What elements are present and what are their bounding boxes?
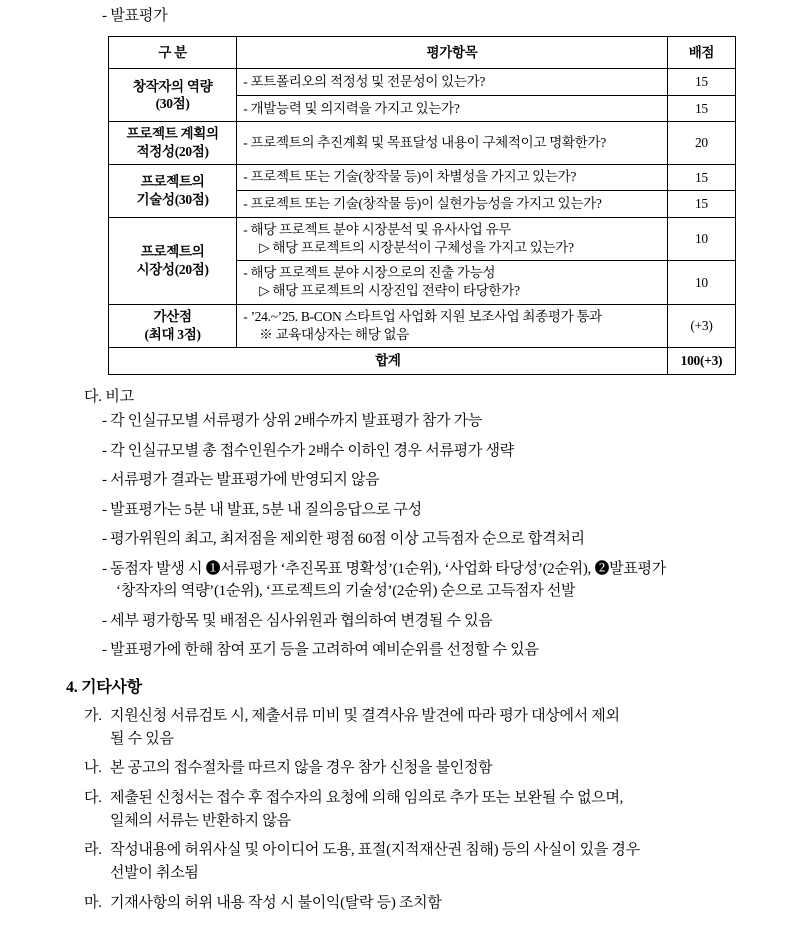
item-sub: ※ 교육대상자는 해당 없음	[259, 326, 410, 342]
item-marker: 나.	[84, 760, 102, 777]
list-item: - 서류평가 결과는 발표평가에 반영되지 않음	[102, 472, 380, 489]
note-section-label: 다. 비고	[84, 388, 134, 405]
cell-score: 10	[667, 217, 735, 260]
list-item	[84, 705, 770, 752]
note-list	[30, 410, 770, 662]
item-line2: 일체의 서류는 반환하지 않음	[110, 812, 291, 829]
cell-score: 15	[667, 69, 735, 96]
item-body	[110, 787, 770, 834]
category-line2: (최대 3점)	[144, 326, 201, 342]
evaluation-table	[108, 36, 736, 375]
category-line2: 시장성(20점)	[136, 261, 209, 277]
etc-list	[30, 705, 770, 915]
item-body	[110, 839, 770, 886]
item-line1: 본 공고의 접수절차를 따르지 않을 경우 참가 신청을 불인정함	[110, 760, 493, 777]
table-row	[109, 122, 736, 164]
item-body	[110, 705, 770, 752]
list-item: - 발표평가는 5분 내 발표, 5분 내 질의응답으로 구성	[102, 501, 422, 518]
item-marker: 마.	[84, 894, 102, 911]
item-marker: 다.	[84, 789, 102, 806]
list-item: - 각 인실규모별 서류평가 상위 2배수까지 발표평가 참가 가능	[102, 413, 483, 430]
table-row	[109, 217, 736, 260]
list-item	[84, 757, 770, 780]
cell-score: 20	[667, 122, 735, 164]
tiebreak-line2: ‘창작자의 역량’(1순위), ‘프로젝트의 기술성’(2순위) 순으로 고득점자 선발	[116, 583, 576, 600]
table-row	[109, 304, 736, 347]
table-total-row	[109, 347, 736, 374]
item-sub: ▷ 해당 프로젝트의 시장분석이 구체성을 가지고 있는가?	[259, 239, 574, 255]
table-header-row	[109, 36, 736, 69]
cell-category	[109, 217, 237, 304]
item-body	[110, 757, 770, 780]
item-line2: 선발이 취소됨	[110, 865, 199, 882]
category-line1: 프로젝트 계획의	[126, 126, 219, 142]
list-item	[84, 892, 770, 915]
list-item: - 세부 평가항목 및 배점은 심사위원과 협의하여 변경될 수 있음	[102, 612, 493, 629]
item-line1: 작성내용에 허위사실 및 아이디어 도용, 표절(지적재산권 침해) 등의 사실이 있을 경우	[110, 842, 640, 859]
list-item: - 각 인실규모별 총 접수인원수가 2배수 이하인 경우 서류평가 생략	[102, 442, 514, 459]
cell-score: 15	[667, 191, 735, 218]
cell-item	[237, 217, 668, 260]
category-line2: 기술성(30점)	[136, 191, 209, 207]
cell-score: 15	[667, 164, 735, 191]
item-marker: 가.	[84, 707, 102, 724]
header-item: 평가항목	[237, 36, 668, 69]
list-item	[84, 839, 770, 886]
item-marker: 라.	[84, 842, 102, 859]
item-line2: 될 수 있음	[110, 731, 174, 748]
total-score: 100(+3)	[667, 347, 735, 374]
item-line1: 지원신청 서류검토 시, 제출서류 미비 및 결격사유 발견에 따라 평가 대상에서 제외	[110, 707, 620, 724]
item-line1: 제출된 신청서는 접수 후 접수자의 요청에 의해 임의로 추가 또는 보완될 수 없으며,	[110, 789, 624, 806]
total-label: 합계	[109, 347, 668, 374]
cell-category	[109, 122, 237, 164]
list-item-tiebreak	[102, 558, 770, 603]
item-line1: 기재사항의 허위 내용 작성 시 불이익(탈락 등) 조치함	[110, 894, 442, 911]
item-main: - 해당 프로젝트 분야 시장분석 및 유사사업 유무	[243, 221, 512, 237]
category-line1: 프로젝트의	[140, 244, 205, 260]
list-item: - 발표평가에 한해 참여 포기 등을 고려하여 예비순위를 선정할 수 있음	[102, 642, 539, 659]
cell-item: - 프로젝트 또는 기술(창작물 등)이 실현가능성을 가지고 있는가?	[237, 191, 668, 218]
tiebreak-line1: - 동점자 발생 시 ❶서류평가 ‘추진목표 명확성’(1순위), ‘사업화 타당성’(2순위), ❷발표평가	[102, 560, 666, 577]
item-sub: ▷ 해당 프로젝트의 시장진입 전략이 타당한가?	[259, 283, 520, 299]
cell-item	[237, 261, 668, 304]
cell-category	[109, 304, 237, 347]
cell-item	[237, 304, 668, 347]
table-row	[109, 164, 736, 191]
cell-category	[109, 164, 237, 217]
cell-item: - 프로젝트의 추진계획 및 목표달성 내용이 구체적이고 명확한가?	[237, 122, 668, 164]
cell-score: (+3)	[667, 304, 735, 347]
header-score: 배점	[667, 36, 735, 69]
cell-score: 15	[667, 95, 735, 122]
list-item	[84, 787, 770, 834]
item-main: - ’24.~’25. B-CON 스타트업 사업화 지원 보조사업 최종평가 통과	[243, 308, 602, 324]
header-category: 구 분	[109, 36, 237, 69]
cell-category	[109, 69, 237, 122]
item-main: - 해당 프로젝트 분야 시장으로의 진출 가능성	[243, 265, 496, 281]
category-line1: 프로젝트의	[140, 174, 205, 190]
cell-item: - 프로젝트 또는 기술(창작물 등)이 차별성을 가지고 있는가?	[237, 164, 668, 191]
item-body	[110, 892, 770, 915]
cell-item: - 개발능력 및 의지력을 가지고 있는가?	[237, 95, 668, 122]
table-row	[109, 69, 736, 96]
list-item: - 평가위원의 최고, 최저점을 제외한 평점 60점 이상 고득점자 순으로 합격처리	[102, 531, 585, 548]
category-line2: (30점)	[155, 96, 190, 112]
category-line1: 가산점	[153, 309, 192, 325]
note-section	[30, 387, 770, 662]
section-heading-etc: 4. 기타사항	[66, 678, 142, 696]
cell-item: - 포트폴리오의 적정성 및 전문성이 있는가?	[237, 69, 668, 96]
category-line2: 적정성(20점)	[136, 143, 209, 159]
category-line1: 창작자의 역량	[132, 78, 213, 94]
cell-score: 10	[667, 261, 735, 304]
lead-line: - 발표평가	[102, 8, 168, 24]
